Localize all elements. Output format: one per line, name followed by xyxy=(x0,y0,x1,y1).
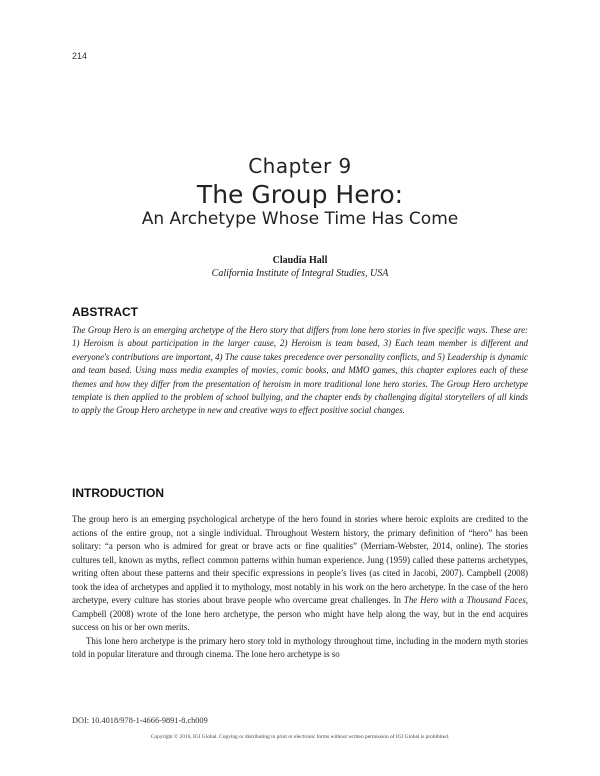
chapter-label: Chapter 9 xyxy=(248,154,352,178)
chapter-title: The Group Hero: xyxy=(196,180,404,209)
introduction-body xyxy=(72,513,528,662)
copyright-notice: Copyright © 2016, IGI Global. Copying or distributing in print or electronic forms without written permission of IGI Global is prohibited. xyxy=(150,734,450,740)
paragraph-text: , Campbell (2008) wrote of the lone hero archetype, the person who might have help along the way, but in the end acquires success on his or her own merits. xyxy=(72,595,528,632)
page-number: 214 xyxy=(72,51,88,61)
abstract-heading: ABSTRACT xyxy=(72,305,138,319)
abstract-text: The Group Hero is an emerging archetype of the Hero story that differs from lone hero stories in five specific ways. These are: 1) Heroism is about participation in the larger cause, 2) Heroism is team based, 3) Each team member is different and everyone's contributions are important, 4) The cause takes precedence over personality conflicts, and 5) Leadership is dynamic and team based. Using mass media examples of movies, comic books, and MMO games, this chapter explores each of these themes and how they differ from the presentation of heroism in more traditional lone hero stories. The Group Hero archetype template is then applied to the problem of school bullying, and the chapter ends by challenging digital storytellers of all kinds to apply the Group Hero archetype in new and creative ways to effect positive social changes. xyxy=(72,325,528,416)
doi: DOI: 10.4018/978-1-4666-9891-8.ch009 xyxy=(72,716,208,725)
chapter-subtitle: An Archetype Whose Time Has Come xyxy=(141,209,459,229)
introduction-paragraph-2: This lone hero archetype is the primary hero story told in mythology throughout time, including in the modern myth stories told in popular literature and through cinema. The lone hero archetype is so xyxy=(72,635,528,659)
introduction-heading: INTRODUCTION xyxy=(72,486,164,500)
introduction-paragraph-1 xyxy=(72,513,528,635)
author-name: Claudia Hall xyxy=(272,255,328,266)
author-affiliation: California Institute of Integral Studies, USA xyxy=(211,268,389,279)
paragraph-text: The group hero is an emerging psychological archetype of the hero found in stories where heroic exploits are credited to the actions of the entire group, not a single individual. Throughout Western history, the primary definition of “hero” has been solitary: “a person who is admired for great or brave acts or fine qualities” (Merriam-Webster, 2014, online). The stories cultures tell, known as myths, reflect common patterns within human experience. Jung (1959) called these patterns archetypes, writing often about these patterns and their specific expressions in people’s lives (as cited in Jacobi, 2007). Campbell (2008) took the idea of archetypes and applied it to mythology, most notably in his work on the hero archetype. In the case of the hero archetype, every culture has stories about brave people who overcame great challenges. In xyxy=(72,514,528,605)
book-title: The Hero with a Thousand Faces xyxy=(403,595,526,605)
